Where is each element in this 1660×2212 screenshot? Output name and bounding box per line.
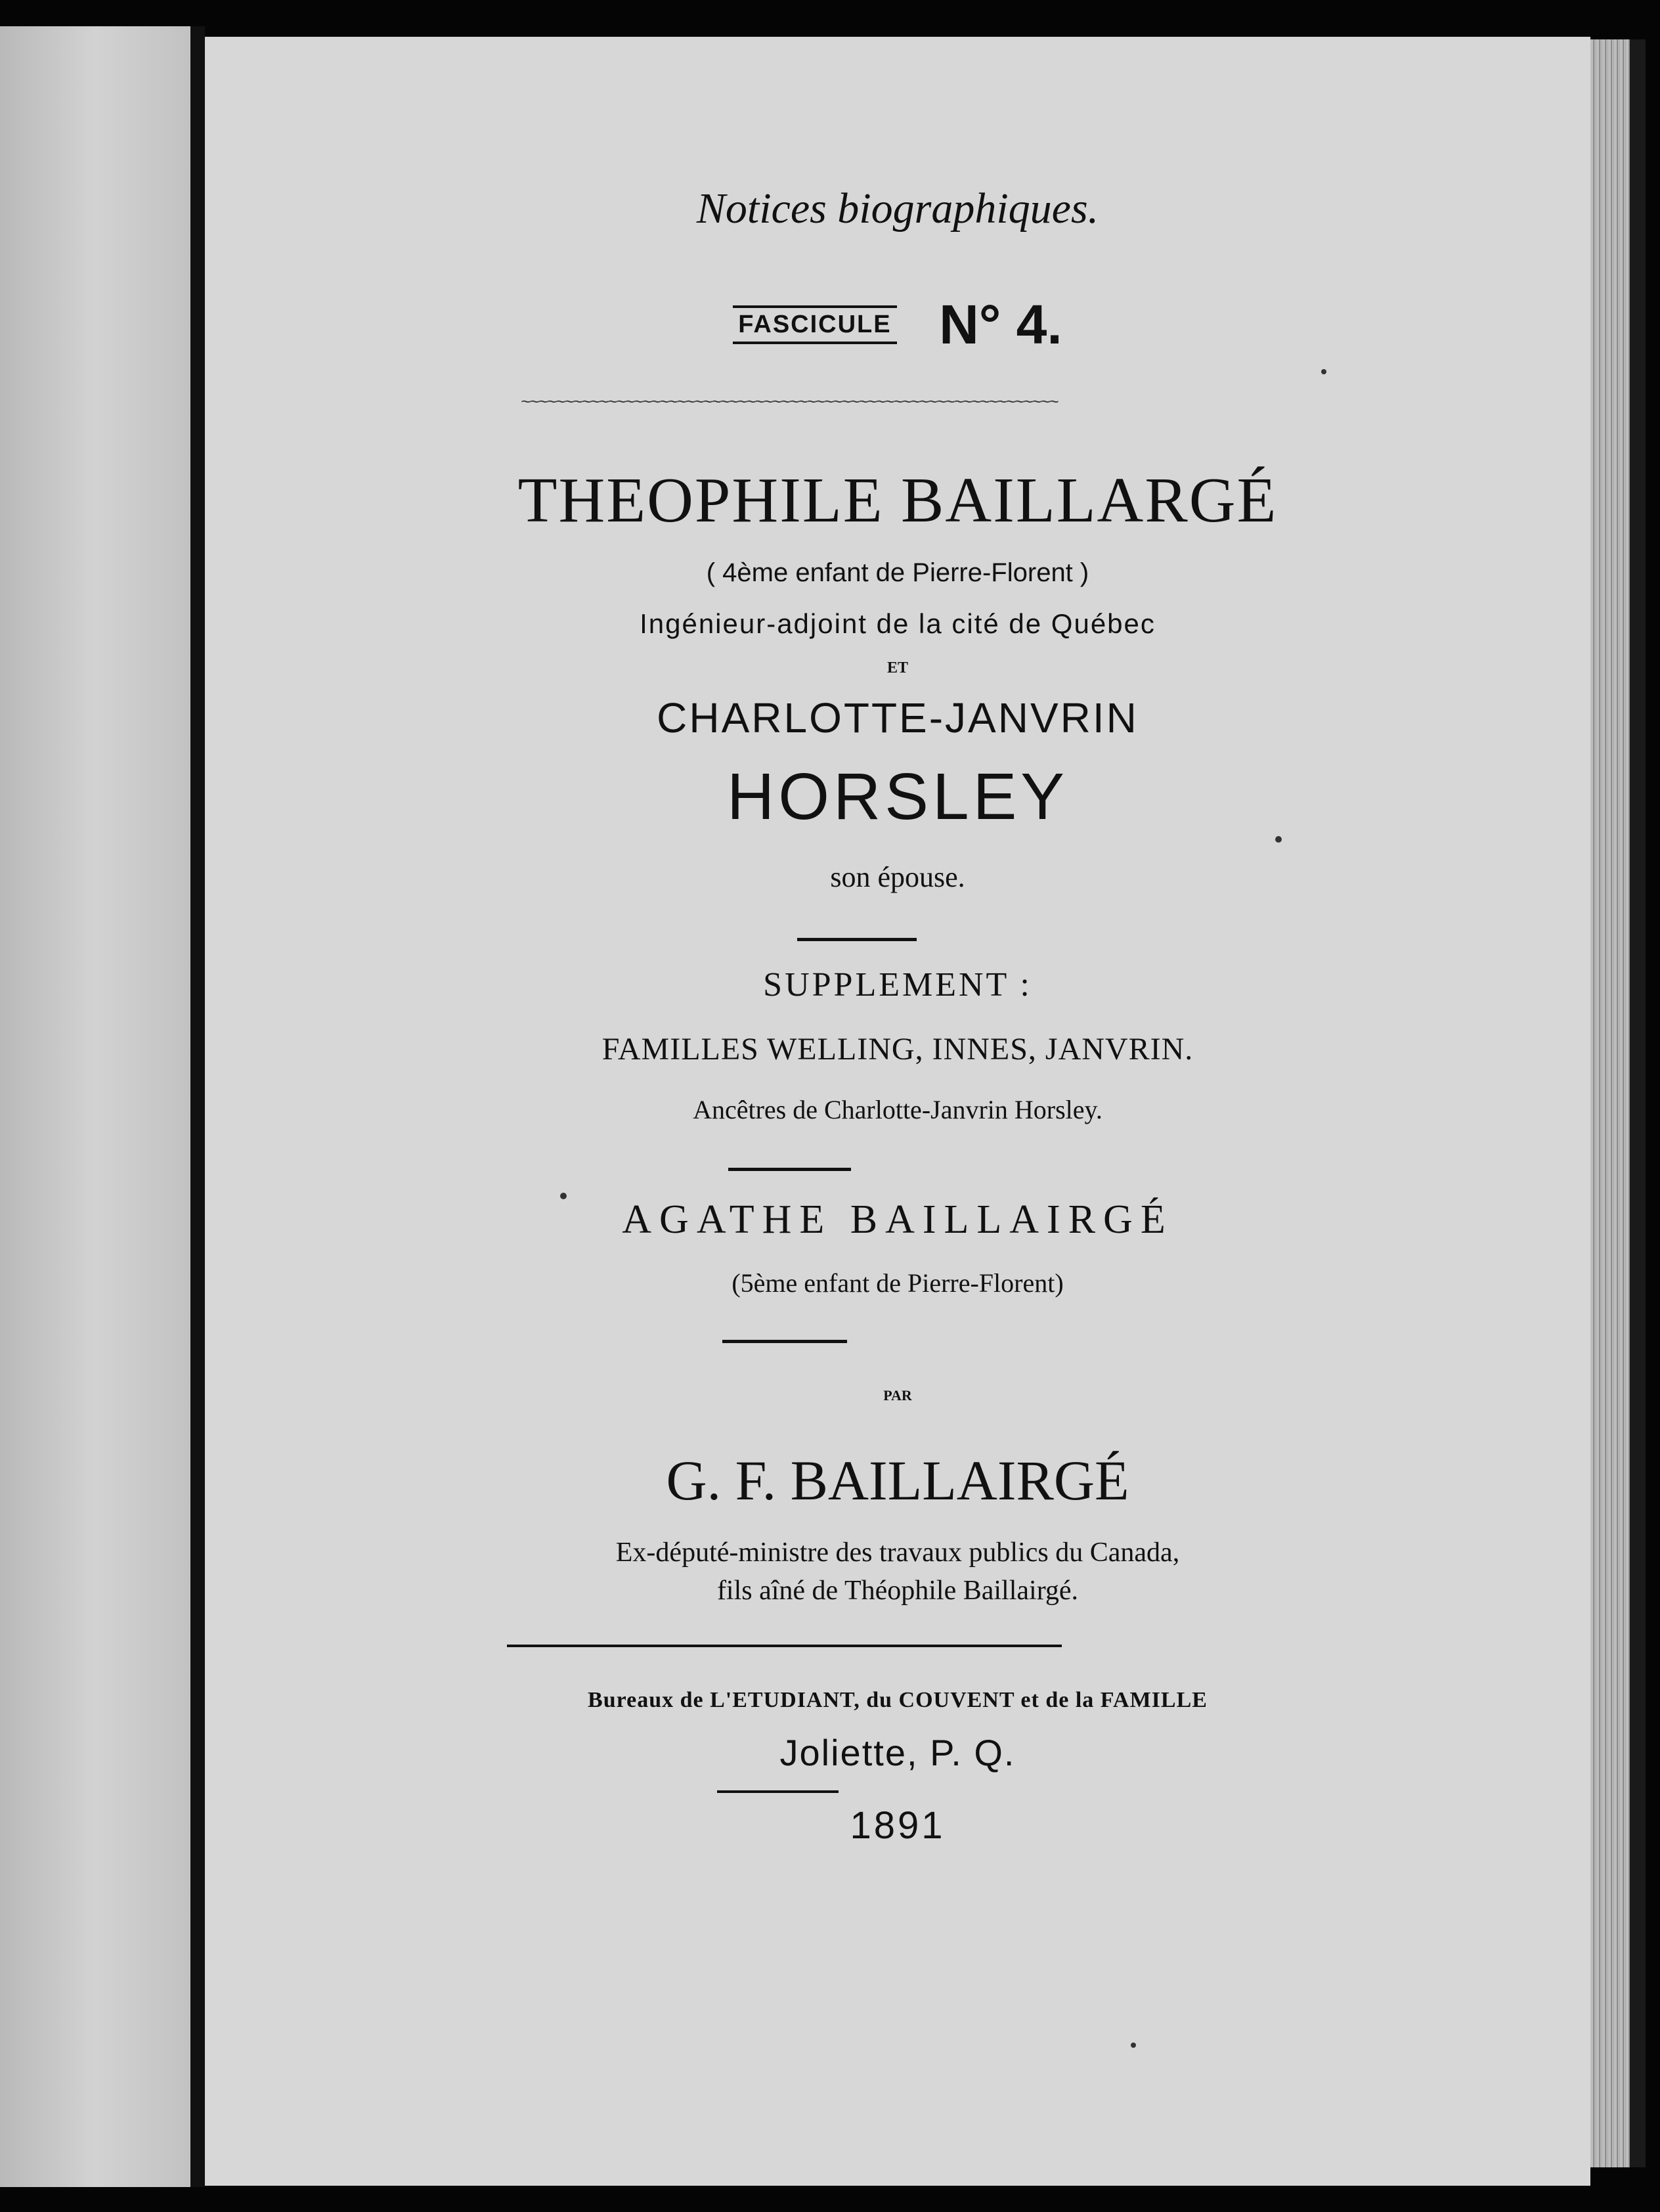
- series-title: Notices biographiques.: [696, 185, 1099, 232]
- supplement-families: FAMILLES WELLING, INNES, JANVRIN.: [601, 1032, 1194, 1067]
- title-page-content: [205, 37, 1590, 2186]
- divider-2: [728, 1168, 851, 1171]
- author-name: G. F. BAILLAIRGÉ: [666, 1449, 1129, 1512]
- subject1-note: ( 4ème enfant de Pierre-Florent ): [706, 558, 1089, 587]
- book-gutter: [190, 26, 205, 2187]
- scan-speck: [1321, 369, 1326, 374]
- by-label: PAR: [883, 1387, 912, 1404]
- scan-speck: [1275, 836, 1282, 843]
- author-title-line1: Ex-député-ministre des travaux publics du Canada,: [615, 1537, 1180, 1568]
- scan-speck: [1131, 2043, 1136, 2048]
- imprint-year: 1891: [850, 1804, 946, 1847]
- imprint-publisher: Bureaux de L'ETUDIANT, du COUVENT et de la FAMILLE: [588, 1688, 1208, 1712]
- page-stack-shadow: [1630, 39, 1646, 2167]
- subject2-role: son épouse.: [830, 861, 965, 893]
- subject1-name: THEOPHILE BAILLARGÉ: [517, 465, 1278, 536]
- divider-4: [507, 1645, 1062, 1647]
- divider-3: [722, 1340, 847, 1343]
- fascicule-number: N° 4.: [939, 294, 1062, 355]
- imprint-place: Joliette, P. Q.: [779, 1732, 1016, 1773]
- page-stack-edge: [1590, 39, 1630, 2167]
- subject2-surname: HORSLEY: [727, 760, 1068, 833]
- supplement-description: Ancêtres de Charlotte-Janvrin Horsley.: [693, 1095, 1103, 1124]
- subject1-role: Ingénieur-adjoint de la cité de Québec: [640, 608, 1156, 639]
- conjunction-et: ET: [886, 659, 908, 676]
- supplement-heading: SUPPLEMENT :: [763, 966, 1032, 1004]
- scan-speck: [560, 1193, 567, 1199]
- ornamental-rule: ~~~~~~~~~~~~~~~~~~~~~~~~~~~~~~~~~~~~~~~~~~~~~~~~~~~~~~~~~~~~~~: [521, 391, 1058, 411]
- subject3-note: (5ème enfant de Pierre-Florent): [732, 1268, 1064, 1298]
- left-page-edge: [0, 26, 190, 2187]
- divider-5: [717, 1790, 839, 1793]
- divider-1: [797, 938, 917, 941]
- subject2-given-names: CHARLOTTE-JANVRIN: [657, 694, 1139, 741]
- subject3-name: AGATHE BAILLAIRGÉ: [622, 1197, 1173, 1242]
- author-title-line2: fils aîné de Théophile Baillairgé.: [716, 1576, 1079, 1606]
- fascicule-label: FASCICULE: [733, 305, 896, 344]
- fascicule-block: [205, 293, 1590, 357]
